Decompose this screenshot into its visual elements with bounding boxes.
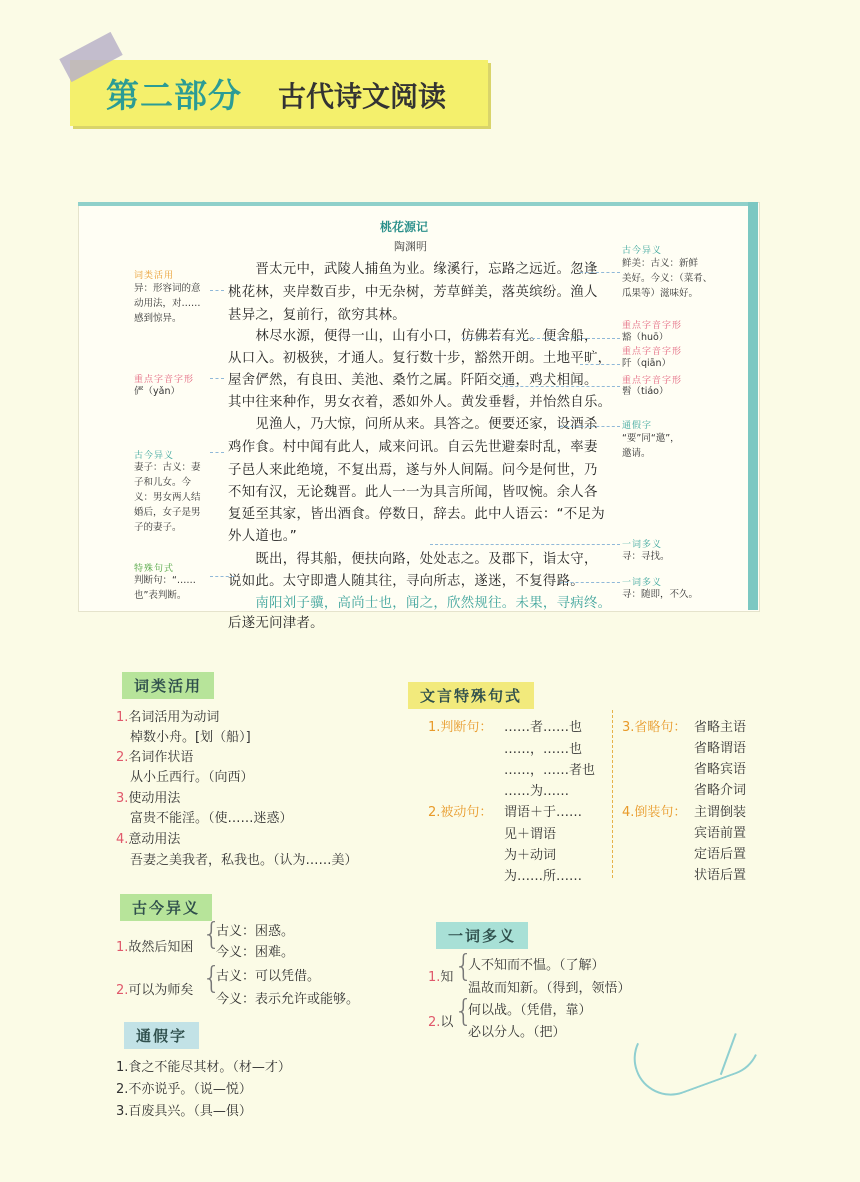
cilei-item-title: 4.意动用法: [116, 832, 181, 847]
yici-line: 人不知而不愠。（了解）: [468, 958, 605, 973]
gujin-gu: 古义：可以凭借。: [216, 969, 321, 984]
cilei-item-example: 吾妻之美我者，私我也。（认为……美）: [130, 853, 358, 868]
brace: {: [202, 917, 222, 952]
note-body: 豁（huō）: [622, 332, 669, 343]
column-divider: [612, 710, 613, 878]
passage-line: 从口入。初极狭，才通人。复行数十步，豁然开朗。土地平旷，: [228, 351, 612, 366]
passage-line: 晋太元中，武陵人捕鱼为业。缘溪行，忘路之远近。忽逢: [228, 262, 598, 277]
panel-edge: [748, 202, 758, 610]
juxing-line: 省略谓语: [694, 741, 747, 756]
juxing-line: ……为……: [504, 784, 570, 799]
section-tag-cilei: 词类活用: [122, 672, 214, 699]
note-body: 鲜美：古义：新鲜 美好。今义：（菜肴、 瓜果等）滋味好。: [622, 258, 713, 299]
juxing-line: ……，……者也: [504, 763, 596, 778]
note-title: 词类活用: [134, 271, 175, 281]
note-title: 古今异义: [622, 246, 663, 256]
cilei-item-example: 从小丘西行。（向西）: [130, 770, 254, 785]
note-body: 异：形容词的意 动用法，对…… 感到惊异。: [134, 283, 201, 324]
connector-line: [210, 452, 224, 453]
juxing-label: 3.省略句：: [622, 720, 687, 735]
passage-line: 复延至其家，皆出酒食。停数日，辞去。此中人语云：“不足为: [228, 507, 605, 522]
note-body: 髫（tiáo）: [622, 386, 669, 397]
brace: {: [454, 994, 474, 1029]
passage-line: 其中往来种作，男女衣着，悉如外人。黄发垂髫，并怡然自乐。: [228, 395, 612, 410]
note-body: 妻子：古义：妻 子和儿女。今 义：男女两人结 婚后，女子是男 子的妻子。: [134, 462, 201, 533]
connector-line: [580, 272, 620, 273]
juxing-line: ……，……也: [504, 742, 583, 757]
passage-line: 子邑人来此绝境，不复出焉，遂与外人间隔。问今是何世，乃: [228, 463, 598, 478]
passage-line: 说如此。太守即遣人随其往，寻向所志，遂迷，不复得路。: [228, 574, 584, 589]
passage-author: 陶渊明: [394, 240, 427, 253]
note-title: 一词多义: [622, 578, 663, 588]
brace: {: [454, 949, 474, 984]
cilei-item-example: 富贵不能淫。（使……迷惑）: [130, 811, 293, 826]
juxing-line: 见＋谓语: [504, 827, 557, 842]
note-body: 寻：随即，不久。: [622, 589, 699, 600]
decorative-ring: [623, 992, 770, 1106]
passage-line: 屋舍俨然，有良田、美池、桑竹之属。阡陌交通，鸡犬相闻。: [228, 373, 598, 388]
juxing-label: 2.被动句：: [428, 805, 493, 820]
passage-line: 鸡作食。村中闻有此人，咸来问讯。自云先世避秦时乱，率妻: [228, 440, 598, 455]
note-body: 判断句：“…… 也”表判断。: [134, 575, 196, 601]
passage-line: 林尽水源，便得一山，山有小口，仿佛若有光。便舍船，: [228, 329, 598, 344]
connector-line: [500, 386, 620, 387]
cilei-item-title: 1.名词活用为动词: [116, 710, 220, 725]
brace: {: [202, 961, 222, 996]
section-tag-tongjia: 通假字: [124, 1022, 199, 1049]
connector-line: [560, 582, 620, 583]
tongjia-item: 3.百废具兴。（具—俱）: [116, 1104, 252, 1119]
passage-line: 南阳刘子骥，高尚士也，闻之，欣然规往。未果，寻病终。: [228, 596, 612, 611]
juxing-line: 为……所……: [504, 869, 583, 884]
note-body: “要”同“邀”， 邀请。: [622, 433, 680, 459]
note-title: 重点字音字形: [134, 375, 195, 385]
yici-line: 何以战。（凭借，靠）: [468, 1003, 592, 1018]
yici-word: 1.知: [428, 970, 454, 985]
juxing-label: 1.判断句：: [428, 720, 493, 735]
connector-line: [210, 290, 224, 291]
passage-line: 后遂无问津者。: [228, 616, 324, 631]
note-title: 重点字音字形: [622, 347, 683, 357]
passage-line: 外人道也。”: [228, 529, 297, 544]
note-title: 通假字: [622, 421, 653, 431]
juxing-line: 定语后置: [694, 847, 747, 862]
juxing-line: ……者……也: [504, 720, 583, 735]
section-tag-gujin: 古今异义: [120, 894, 212, 921]
note-title: 古今异义: [134, 451, 175, 461]
juxing-line: 省略宾语: [694, 762, 747, 777]
passage-line: 不知有汉，无论魏晋。此人一一为具言所闻，皆叹惋。余人各: [228, 485, 598, 500]
connector-line: [560, 426, 620, 427]
yici-line: 必以分人。（把）: [468, 1025, 566, 1040]
connector-line: [210, 576, 234, 577]
cilei-item-example: 棹数小舟。[划（船）]: [130, 730, 251, 745]
cilei-item-title: 2.名词作状语: [116, 750, 194, 765]
note-title: 重点字音字形: [622, 321, 683, 331]
note-body: 阡（qiān）: [622, 358, 672, 369]
yici-word: 2.以: [428, 1015, 454, 1030]
note-title: 一词多义: [622, 540, 663, 550]
juxing-line: 状语后置: [694, 868, 747, 883]
juxing-line: 省略介词: [694, 783, 747, 798]
gujin-gu: 古义：困惑。: [216, 924, 295, 939]
gujin-phrase: 1.故然后知困: [116, 940, 194, 955]
panel-top-border: [78, 202, 758, 206]
connector-line: [430, 544, 620, 545]
section-tag-juxing: 文言特殊句式: [408, 682, 534, 709]
juxing-line: 主谓倒装: [694, 805, 747, 820]
cilei-item-title: 3.使动用法: [116, 791, 181, 806]
passage-line: 桃花林，夹岸数百步，中无杂树，芳草鲜美，落英缤纷。渔人: [228, 285, 598, 300]
juxing-line: 谓语＋于……: [504, 805, 583, 820]
juxing-label: 4.倒装句：: [622, 805, 687, 820]
tongjia-item: 2.不亦说乎。（说—悦）: [116, 1082, 252, 1097]
passage-title: 桃花源记: [380, 220, 429, 234]
gujin-jin: 今义：表示允许或能够。: [216, 992, 360, 1007]
section-title: 古代诗文阅读: [278, 80, 447, 113]
passage-line: 见渔人，乃大惊，问所从来。具答之。便要还家，设酒杀: [228, 417, 598, 432]
juxing-line: 省略主语: [694, 720, 747, 735]
gujin-jin: 今义：困难。: [216, 945, 295, 960]
gujin-phrase: 2.可以为师矣: [116, 983, 194, 998]
part-label: 第二部分: [106, 76, 242, 115]
note-title: 特殊句式: [134, 564, 175, 574]
yici-line: 温故而知新。（得到，领悟）: [468, 981, 631, 996]
juxing-line: 为＋动词: [504, 848, 557, 863]
juxing-line: 宾语前置: [694, 826, 747, 841]
connector-line: [580, 364, 620, 365]
note-body: 俨（yǎn）: [134, 386, 180, 397]
connector-line: [210, 378, 224, 379]
note-body: 寻：寻找。: [622, 551, 670, 562]
passage-line: 既出，得其船，便扶向路，处处志之。及郡下，诣太守，: [228, 552, 598, 567]
tongjia-item: 1.食之不能尽其材。（材—才）: [116, 1060, 291, 1075]
note-title: 重点字音字形: [622, 376, 683, 386]
connector-line: [462, 338, 620, 339]
section-tag-yici: 一词多义: [436, 922, 528, 949]
passage-line: 甚异之，复前行，欲穷其林。: [228, 308, 406, 323]
